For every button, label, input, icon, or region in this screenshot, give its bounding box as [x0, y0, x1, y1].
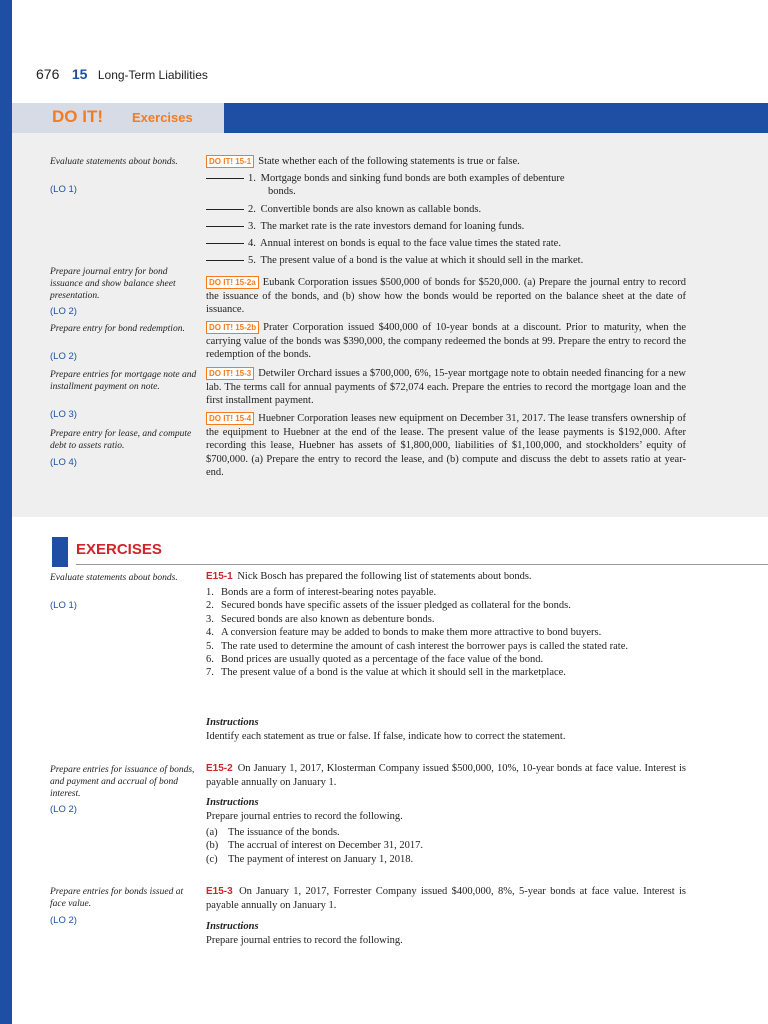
doit-4-lo: (LO 4): [50, 457, 77, 468]
doit-2b-objective: Prepare entry for bond redemption.: [50, 324, 185, 334]
list-item: 3. Secured bonds are also known as debenture bonds.: [206, 613, 435, 625]
e2-objective: Prepare entries for issuance of bonds, and payment and accrual of bond interest.: [50, 765, 195, 799]
doit-4-objective: Prepare entry for lease, and compute debt to assets ratio.: [50, 429, 192, 451]
list-item: (a) The issuance of the bonds.: [206, 827, 340, 838]
list-item: 5. The rate used to determine the amount of cash interest the borrower pays is called the stated rate.: [206, 640, 629, 652]
e1-id: E15-1: [206, 571, 233, 582]
list-item: 2. Secured bonds have specific assets of the issuer pledged as collateral for the bonds.: [206, 600, 571, 612]
e2-instructions: Instructions Prepare journal entries to record the following.: [206, 796, 686, 823]
doit-2a-text: DO IT! 15-2a Eubank Corporation issues $500,000 of bonds for $520,000. (a) Prepare the journal entry to record the issuance of the bonds, and (b) show how the bonds would be reported on the balance sheet at the date of issuance.: [206, 277, 686, 315]
e3-lo: (LO 2): [50, 915, 77, 926]
doit-2b-tag: DO IT! 15-2b: [206, 321, 259, 334]
tf-statement: 4. Annual interest on bonds is equal to the face value times the stated rate.: [206, 237, 686, 250]
doit-2a-lo: (LO 2): [50, 306, 77, 317]
e1-instructions: Instructions Identify each statement as true or false. If false, indicate how to correct the statement.: [206, 716, 686, 743]
answer-blank[interactable]: [206, 226, 244, 227]
doit-2b-text: DO IT! 15-2b Prater Corporation issued $400,000 of 10-year bonds at a discount. Prior to maturity, when the carrying value of the bonds was $390,000, the company redeemed the bonds at 99. Prepare the entry to record the redemption of the bonds.: [206, 322, 686, 360]
answer-blank[interactable]: [206, 243, 244, 244]
e2-task-list: [206, 826, 686, 866]
e3-intro: E15-3 On January 1, 2017, Forrester Company issued $400,000, 8%, 5-year bonds at face value. Interest is payable annually on January 1.: [206, 886, 686, 911]
doit-2b-lo: (LO 2): [50, 351, 77, 362]
instructions-heading: Instructions: [206, 921, 259, 932]
e1-lo: (LO 1): [50, 600, 77, 611]
e2-lo: (LO 2): [50, 804, 77, 815]
e1-objective: Evaluate statements about bonds.: [50, 573, 178, 583]
e2-id: E15-2: [206, 763, 233, 774]
doit-3-objective: Prepare entries for mortgage note and installment payment on note.: [50, 370, 197, 392]
doit-3-tag: DO IT! 15-3: [206, 367, 254, 380]
list-item: 4. A conversion feature may be added to bonds to make them more attractive to bond buyers.: [206, 627, 602, 639]
list-item: (c) The payment of interest on January 1, 2018.: [206, 853, 414, 865]
exercises-title: EXERCISES: [76, 541, 162, 558]
list-item: 1. Bonds are a form of interest-bearing notes payable.: [206, 587, 437, 598]
e3-instructions: Instructions Prepare journal entries to record the following.: [206, 920, 686, 947]
doit-2a-objective: Prepare journal entry for bond issuance and show balance sheet presentation.: [50, 267, 176, 301]
e1-intro: E15-1 Nick Bosch has prepared the following list of statements about bonds.: [206, 571, 532, 582]
doit-3-lo: (LO 3): [50, 409, 77, 420]
doit-4-text: DO IT! 15-4 Huebner Corporation leases new equipment on December 31, 2017. The lease transfers ownership of the equipment to Huebner at the end of the lease. The present value of the lease payments is $192,000. After recording this lease, Huebner has assets of $1,800,000, liabilities of $1,100,000, and stockholders’ equity of $700,000. (a) Prepare the entry to record the lease, and (b) compute and discuss the debt to assets ratio at year-end.: [206, 413, 686, 478]
list-item: (b) The accrual of interest on December 31, 2017.: [206, 840, 424, 852]
tf-statement: 3. The market rate is the rate investors demand for loaning funds.: [206, 220, 686, 233]
e3-objective: Prepare entries for bonds issued at face value.: [50, 887, 184, 909]
doit-3-text: DO IT! 15-3 Detwiler Orchard issues a $700,000, 6%, 15-year mortgage note to obtain needed financing for a new lab. The terms call for annual payments of $72,074 each. Prepare the entries to record the mortgage loan and the first installment payment.: [206, 368, 686, 406]
list-item: 7. The present value of a bond is the value at which it should sell in the marketplace.: [206, 667, 566, 679]
instructions-heading: Instructions: [206, 717, 259, 728]
doit-1-objective: Evaluate statements about bonds.: [50, 157, 178, 167]
doit-subtitle: Exercises: [132, 110, 193, 125]
doit-2a-tag: DO IT! 15-2a: [206, 276, 259, 289]
doit-1-lo: (LO 1): [50, 184, 77, 195]
exercises-marker: [52, 537, 68, 567]
answer-blank[interactable]: [206, 260, 244, 261]
e1-statement-list: [206, 586, 686, 680]
doit-banner: [12, 103, 768, 133]
tf-statement: 1. Mortgage bonds and sinking fund bonds are both examples of debenture bonds.: [206, 172, 686, 198]
doit-1-prompt: DO IT! 15-1 State whether each of the following statements is true or false.: [206, 155, 686, 169]
doit-title: DO IT!: [52, 107, 103, 126]
running-header: [36, 66, 208, 84]
e2-intro: E15-2 On January 1, 2017, Klosterman Company issued $500,000, 10%, 10-year bonds at face value. Interest is payable annually on January 1.: [206, 763, 687, 788]
tf-statement: 2. Convertible bonds are also known as callable bonds.: [206, 203, 686, 216]
exercises-rule: [76, 564, 768, 565]
doit-1-tag: DO IT! 15-1: [206, 155, 254, 168]
page-number: 676: [36, 66, 60, 82]
tf-statement: 5. The present value of a bond is the value at which it should sell in the market.: [206, 254, 686, 267]
chapter-number: 15: [71, 66, 88, 82]
answer-blank[interactable]: [206, 209, 244, 210]
doit-4-tag: DO IT! 15-4: [206, 412, 254, 425]
e3-id: E15-3: [206, 886, 233, 897]
answer-blank[interactable]: [206, 178, 244, 179]
instructions-heading: Instructions: [206, 797, 259, 808]
chapter-title: Long-Term Liabilities: [97, 68, 208, 82]
page-edge-bar: [0, 0, 12, 1024]
list-item: 6. Bond prices are usually quoted as a percentage of the face value of the bond.: [206, 654, 544, 666]
